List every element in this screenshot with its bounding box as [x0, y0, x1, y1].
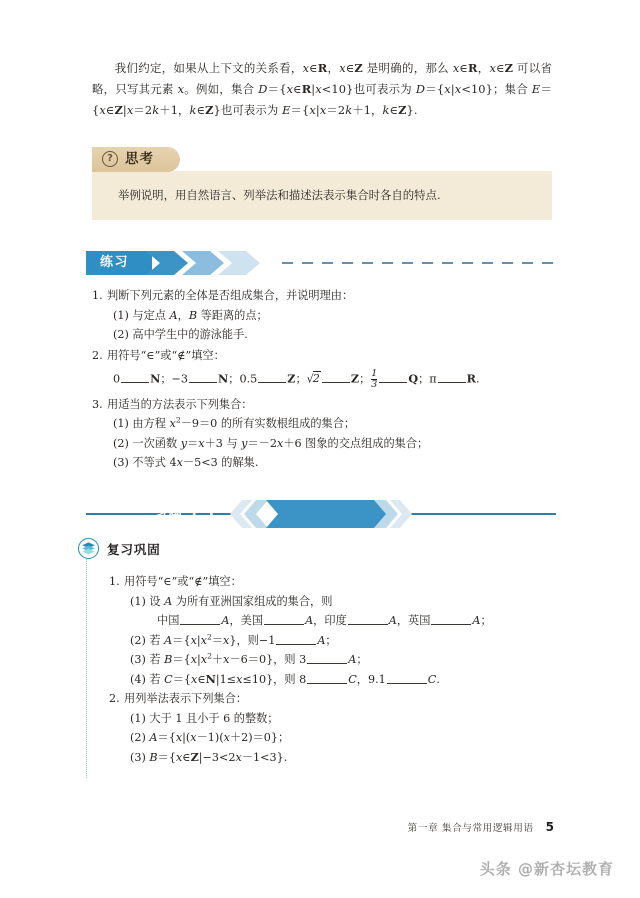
exercise-item-1-number: 1. [109, 575, 120, 588]
page-number: 5 [545, 820, 554, 834]
practice-item-3-sub-3: (3) 不等式 4x－5<3 的解集. [113, 456, 259, 470]
fill-blank[interactable] [322, 371, 350, 383]
fill-blank[interactable] [387, 672, 427, 684]
practice-list [92, 286, 554, 473]
practice-header-label: 练习 [100, 255, 130, 270]
exercises-list [109, 572, 549, 767]
practice-item-1-stem: 判断下列元素的全体是否组成集合，并说明理由： [107, 289, 354, 302]
exercise-item-2-number: 2. [109, 692, 120, 705]
fill-blank[interactable] [180, 613, 220, 625]
practice-item-1-sub-1: (1) 与定点 A，B 等距离的点； [113, 308, 268, 322]
fill-blank[interactable] [121, 371, 149, 383]
practice-item-2 [92, 346, 554, 390]
practice-item-3 [92, 395, 554, 473]
exercise-item-2 [109, 689, 549, 767]
chevron-arrow-3 [218, 251, 260, 275]
fill-blank[interactable] [189, 371, 217, 383]
exercise-item-1-sub-3: (3) 若 $B=\{x|x^2+x-6=0\}$，则 3 A； [130, 651, 368, 666]
banner-rule-right [406, 513, 556, 515]
practice-header-dashes [282, 262, 560, 264]
layers-circle-icon [78, 538, 99, 559]
think-box-title: 思考 [125, 150, 154, 167]
exercise-item-2-stem: 用列举法表示下列集合： [124, 692, 248, 705]
practice-item-2-fill-line: 0 N；−3 N；0.5 Z；√2 Z；$\frac{1}{3}$ Q；π R. [113, 368, 480, 390]
exercises-body [86, 538, 556, 778]
exercise-item-2-sub-3: (3) B＝{x∈Z|−3<2x－1<3}. [130, 749, 288, 764]
fill-blank[interactable] [258, 371, 286, 383]
practice-item-2-stem: 用符号“∈”或“∉”填空： [107, 348, 225, 362]
practice-item-3-stem: 用适当的方法表示下列集合： [107, 397, 253, 411]
exercises-banner [86, 494, 556, 534]
fill-blank[interactable] [307, 652, 347, 664]
exercise-item-1-sub-4: (4) 若 C＝{x∈N|1≤x≤10}，则 8 C，9.1 C. [130, 671, 440, 686]
exercise-item-1 [109, 572, 549, 689]
exercise-item-1-stem: 用符号“∈”或“∉”填空： [124, 575, 242, 588]
fill-blank[interactable] [431, 613, 471, 625]
fill-blank[interactable] [264, 613, 304, 625]
fill-blank[interactable] [307, 672, 347, 684]
fill-blank[interactable] [276, 633, 316, 645]
practice-item-1-number: 1. [92, 289, 103, 302]
review-section-title: 复习巩固 [107, 542, 161, 557]
exercise-item-2-sub-1: (1) 大于 1 且小于 6 的整数； [130, 711, 279, 725]
practice-item-1-sub-2: (2) 高中学生中的游泳能手. [113, 328, 248, 341]
page-footer [408, 820, 554, 834]
think-box-tab [92, 147, 180, 172]
exercise-item-1-sub-1: (1) 设 A 为所有亚洲国家组成的集合，则 [130, 594, 333, 608]
fill-blank[interactable] [348, 613, 388, 625]
exercises-banner-title: 习题 1.1 [153, 506, 217, 522]
footer-chapter-label: 第一章 集合与常用逻辑用语 [407, 823, 534, 834]
intro-paragraph: 我们约定，如果从上下文的关系看，x∈R，x∈Z 是明确的，那么 x∈R，x∈Z 可以省略，只写其元素 x。例如，集合 D＝{x∈R|x<10}也可表示为 D＝{x|x<10}；集合 E＝{x∈Z|x＝2k＋1，k∈Z}也可表示为 E＝{x|x＝2k＋1，k∈Z}. [92, 61, 552, 117]
exercise-item-1-sub-2: (2) 若 $A=\{x|x^2=x\}$，则−1 A； [130, 631, 337, 647]
review-section-header [78, 538, 161, 559]
practice-item-3-number: 3. [92, 397, 103, 411]
practice-item-2-number: 2. [92, 348, 103, 362]
practice-header [86, 251, 556, 275]
fill-blank[interactable] [379, 371, 407, 383]
practice-item-3-sub-2: (2) 一次函数 y＝x＋3 与 y＝－2x＋6 图象的交点组成的集合； [113, 436, 429, 450]
think-box-body: 举例说明，用自然语言、列举法和描述法表示集合时各自的特点. [92, 171, 552, 220]
fill-blank[interactable] [438, 371, 466, 383]
question-mark-circle-icon: ? [102, 151, 118, 167]
practice-item-3-sub-1: (1) 由方程 $x^2-9=0$ 的所有实数根组成的集合； [113, 415, 356, 431]
fraction-one-third: $\frac{1}{3}$ [371, 368, 378, 390]
watermark: 头条 @新杏坛教育 [479, 860, 614, 878]
practice-item-1 [92, 286, 554, 345]
think-box [92, 146, 552, 220]
exercise-item-1-sub-1-blanks: 中国 A，美国 A，印度 A，英国 A； [157, 614, 492, 627]
exercise-item-2-sub-2: (2) A＝{x|(x－1)(x＋2)＝0}； [130, 731, 290, 744]
